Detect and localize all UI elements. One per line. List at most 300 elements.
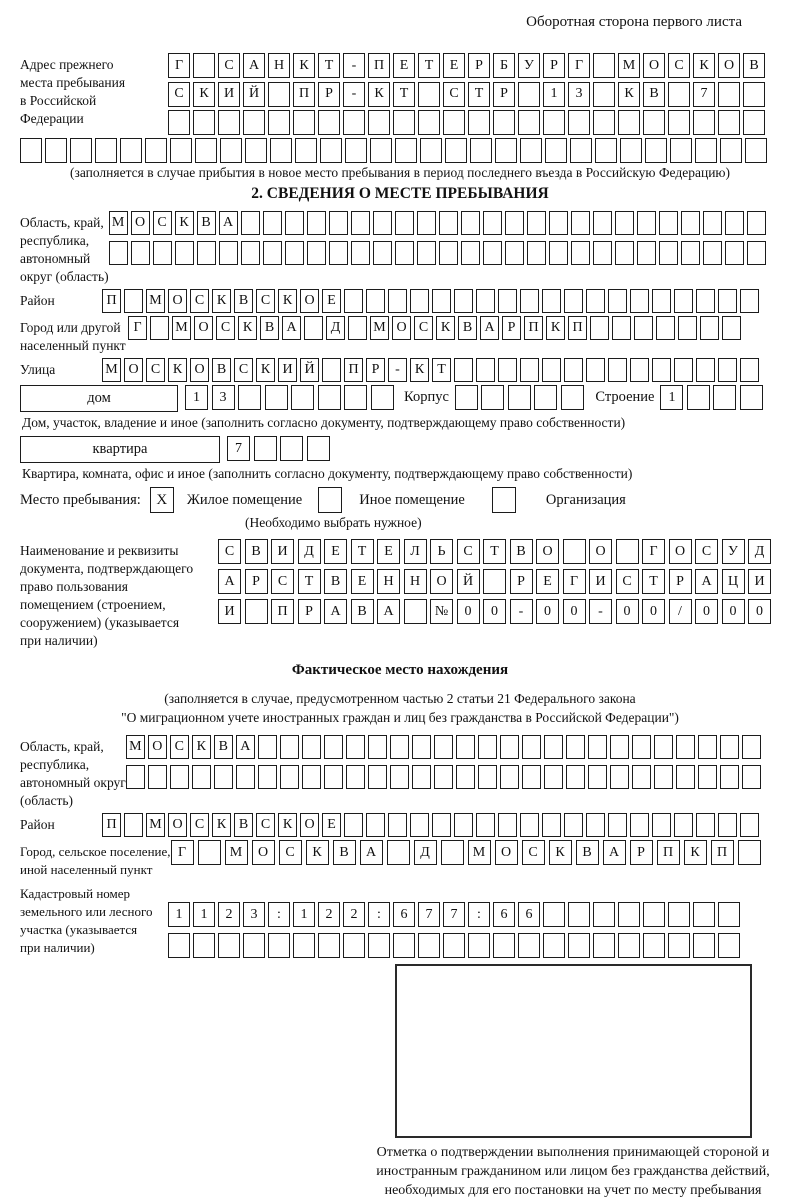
char-cell[interactable]: С: [668, 53, 690, 78]
char-cell[interactable]: [329, 211, 348, 235]
char-cell[interactable]: К: [306, 840, 329, 865]
char-cell[interactable]: [280, 436, 303, 461]
char-cell[interactable]: -: [510, 599, 533, 624]
char-cell[interactable]: С: [522, 840, 545, 865]
char-cell[interactable]: [722, 316, 741, 340]
char-cell[interactable]: [476, 358, 495, 382]
char-cell[interactable]: [698, 765, 717, 789]
char-cell[interactable]: [443, 110, 465, 135]
char-cell[interactable]: 1: [293, 902, 315, 927]
char-cell[interactable]: [634, 316, 653, 340]
char-cell[interactable]: [454, 358, 473, 382]
char-cell[interactable]: К: [193, 82, 215, 107]
char-cell[interactable]: [586, 358, 605, 382]
char-cell[interactable]: [568, 933, 590, 958]
char-cell[interactable]: [676, 765, 695, 789]
char-cell[interactable]: [740, 289, 759, 313]
char-cell[interactable]: [318, 110, 340, 135]
char-cell[interactable]: [395, 241, 414, 265]
char-cell[interactable]: [432, 813, 451, 837]
char-cell[interactable]: С: [256, 813, 275, 837]
char-cell[interactable]: [344, 289, 363, 313]
char-cell[interactable]: Л: [404, 539, 427, 564]
char-cell[interactable]: К: [175, 211, 194, 235]
char-cell[interactable]: С: [279, 840, 302, 865]
char-cell[interactable]: И: [218, 599, 241, 624]
char-cell[interactable]: [495, 138, 517, 163]
char-cell[interactable]: 7: [443, 902, 465, 927]
char-cell[interactable]: [718, 358, 737, 382]
char-cell[interactable]: [417, 241, 436, 265]
char-cell[interactable]: А: [360, 840, 383, 865]
char-cell[interactable]: [518, 933, 540, 958]
char-cell[interactable]: [593, 110, 615, 135]
char-cell[interactable]: В: [260, 316, 279, 340]
char-cell[interactable]: К: [168, 358, 187, 382]
char-cell[interactable]: [346, 765, 365, 789]
char-cell[interactable]: [742, 735, 761, 759]
char-cell[interactable]: [324, 735, 343, 759]
char-cell[interactable]: С: [443, 82, 465, 107]
char-cell[interactable]: [307, 211, 326, 235]
char-cell[interactable]: К: [278, 289, 297, 313]
char-cell[interactable]: [468, 110, 490, 135]
char-cell[interactable]: О: [194, 316, 213, 340]
char-cell[interactable]: [693, 902, 715, 927]
char-cell[interactable]: [498, 813, 517, 837]
char-cell[interactable]: О: [536, 539, 559, 564]
char-cell[interactable]: М: [109, 211, 128, 235]
char-cell[interactable]: [508, 385, 531, 410]
char-cell[interactable]: О: [300, 289, 319, 313]
char-cell[interactable]: П: [102, 289, 121, 313]
char-cell[interactable]: [483, 241, 502, 265]
char-cell[interactable]: [373, 211, 392, 235]
char-cell[interactable]: [439, 211, 458, 235]
char-cell[interactable]: С: [216, 316, 235, 340]
char-cell[interactable]: [520, 289, 539, 313]
char-cell[interactable]: [571, 241, 590, 265]
char-cell[interactable]: [373, 241, 392, 265]
char-cell[interactable]: [718, 902, 740, 927]
char-cell[interactable]: [500, 765, 519, 789]
char-cell[interactable]: [366, 289, 385, 313]
char-cell[interactable]: О: [124, 358, 143, 382]
char-cell[interactable]: А: [219, 211, 238, 235]
char-cell[interactable]: Р: [630, 840, 653, 865]
char-cell[interactable]: М: [618, 53, 640, 78]
char-cell[interactable]: В: [234, 813, 253, 837]
char-cell[interactable]: К: [212, 289, 231, 313]
char-cell[interactable]: [285, 241, 304, 265]
char-cell[interactable]: И: [271, 539, 294, 564]
char-cell[interactable]: :: [368, 902, 390, 927]
char-cell[interactable]: [456, 735, 475, 759]
char-cell[interactable]: [522, 765, 541, 789]
char-cell[interactable]: П: [293, 82, 315, 107]
char-cell[interactable]: [268, 933, 290, 958]
char-cell[interactable]: [720, 735, 739, 759]
char-cell[interactable]: [681, 211, 700, 235]
char-cell[interactable]: [126, 765, 145, 789]
char-cell[interactable]: М: [370, 316, 389, 340]
char-cell[interactable]: П: [102, 813, 121, 837]
char-cell[interactable]: Ь: [430, 539, 453, 564]
char-cell[interactable]: [590, 316, 609, 340]
char-cell[interactable]: [441, 840, 464, 865]
char-cell[interactable]: [493, 110, 515, 135]
char-cell[interactable]: Р: [502, 316, 521, 340]
char-cell[interactable]: [418, 933, 440, 958]
char-cell[interactable]: [700, 316, 719, 340]
char-cell[interactable]: [698, 735, 717, 759]
char-cell[interactable]: [434, 765, 453, 789]
char-cell[interactable]: Ц: [722, 569, 745, 594]
char-cell[interactable]: [561, 385, 584, 410]
char-cell[interactable]: [740, 358, 759, 382]
char-cell[interactable]: К: [693, 53, 715, 78]
char-cell[interactable]: П: [711, 840, 734, 865]
char-cell[interactable]: [720, 138, 742, 163]
char-cell[interactable]: 0: [536, 599, 559, 624]
char-cell[interactable]: [718, 110, 740, 135]
char-cell[interactable]: Д: [298, 539, 321, 564]
char-cell[interactable]: [410, 289, 429, 313]
char-cell[interactable]: [725, 211, 744, 235]
char-cell[interactable]: [718, 82, 740, 107]
char-cell[interactable]: [70, 138, 92, 163]
char-cell[interactable]: Е: [324, 539, 347, 564]
char-cell[interactable]: 0: [642, 599, 665, 624]
char-cell[interactable]: [412, 735, 431, 759]
char-cell[interactable]: [696, 358, 715, 382]
char-cell[interactable]: С: [218, 539, 241, 564]
char-cell[interactable]: Г: [168, 53, 190, 78]
char-cell[interactable]: [670, 138, 692, 163]
char-cell[interactable]: 0: [483, 599, 506, 624]
char-cell[interactable]: [293, 110, 315, 135]
char-cell[interactable]: [150, 316, 169, 340]
char-cell[interactable]: Б: [493, 53, 515, 78]
char-cell[interactable]: [478, 765, 497, 789]
char-cell[interactable]: [652, 289, 671, 313]
char-cell[interactable]: -: [343, 53, 365, 78]
char-cell[interactable]: [418, 82, 440, 107]
char-cell[interactable]: [747, 211, 766, 235]
char-cell[interactable]: [703, 241, 722, 265]
checkbox-organizatsiya[interactable]: [492, 487, 516, 513]
char-cell[interactable]: [520, 358, 539, 382]
char-cell[interactable]: [678, 316, 697, 340]
char-cell[interactable]: [285, 211, 304, 235]
char-cell[interactable]: 2: [218, 902, 240, 927]
char-cell[interactable]: П: [344, 358, 363, 382]
char-cell[interactable]: [20, 138, 42, 163]
char-cell[interactable]: К: [278, 813, 297, 837]
char-cell[interactable]: -: [343, 82, 365, 107]
char-cell[interactable]: В: [245, 539, 268, 564]
char-cell[interactable]: К: [618, 82, 640, 107]
char-cell[interactable]: И: [278, 358, 297, 382]
char-cell[interactable]: Р: [245, 569, 268, 594]
char-cell[interactable]: [674, 358, 693, 382]
char-cell[interactable]: Н: [377, 569, 400, 594]
char-cell[interactable]: [268, 110, 290, 135]
char-cell[interactable]: [220, 138, 242, 163]
char-cell[interactable]: [218, 110, 240, 135]
char-cell[interactable]: П: [657, 840, 680, 865]
char-cell[interactable]: Р: [366, 358, 385, 382]
char-cell[interactable]: О: [643, 53, 665, 78]
char-cell[interactable]: [245, 138, 267, 163]
char-cell[interactable]: [743, 110, 765, 135]
char-cell[interactable]: [632, 735, 651, 759]
char-cell[interactable]: Н: [268, 53, 290, 78]
char-cell[interactable]: 1: [168, 902, 190, 927]
char-cell[interactable]: [439, 241, 458, 265]
char-cell[interactable]: [470, 138, 492, 163]
char-cell[interactable]: [175, 241, 194, 265]
char-cell[interactable]: Е: [322, 813, 341, 837]
char-cell[interactable]: О: [168, 813, 187, 837]
char-cell[interactable]: [747, 241, 766, 265]
char-cell[interactable]: [291, 385, 314, 410]
char-cell[interactable]: [740, 385, 763, 410]
char-cell[interactable]: [687, 385, 710, 410]
char-cell[interactable]: 0: [616, 599, 639, 624]
char-cell[interactable]: Р: [543, 53, 565, 78]
char-cell[interactable]: Т: [318, 53, 340, 78]
char-cell[interactable]: В: [510, 539, 533, 564]
char-cell[interactable]: К: [410, 358, 429, 382]
char-cell[interactable]: [703, 211, 722, 235]
char-cell[interactable]: [387, 840, 410, 865]
char-cell[interactable]: А: [695, 569, 718, 594]
char-cell[interactable]: О: [718, 53, 740, 78]
char-cell[interactable]: М: [225, 840, 248, 865]
char-cell[interactable]: [268, 82, 290, 107]
char-cell[interactable]: [643, 933, 665, 958]
char-cell[interactable]: [236, 765, 255, 789]
char-cell[interactable]: О: [168, 289, 187, 313]
char-cell[interactable]: [302, 765, 321, 789]
char-cell[interactable]: [295, 138, 317, 163]
char-cell[interactable]: [568, 902, 590, 927]
char-cell[interactable]: -: [589, 599, 612, 624]
char-cell[interactable]: [243, 933, 265, 958]
char-cell[interactable]: Т: [393, 82, 415, 107]
char-cell[interactable]: [124, 813, 143, 837]
char-cell[interactable]: Е: [393, 53, 415, 78]
char-cell[interactable]: [542, 813, 561, 837]
char-cell[interactable]: Р: [468, 53, 490, 78]
char-cell[interactable]: [520, 138, 542, 163]
char-cell[interactable]: [443, 933, 465, 958]
char-cell[interactable]: 2: [318, 902, 340, 927]
char-cell[interactable]: [674, 813, 693, 837]
char-cell[interactable]: [412, 765, 431, 789]
char-cell[interactable]: [198, 840, 221, 865]
char-cell[interactable]: [718, 813, 737, 837]
char-cell[interactable]: П: [368, 53, 390, 78]
char-cell[interactable]: В: [576, 840, 599, 865]
char-cell[interactable]: [608, 289, 627, 313]
char-cell[interactable]: [543, 902, 565, 927]
char-cell[interactable]: [148, 765, 167, 789]
char-cell[interactable]: [527, 211, 546, 235]
char-cell[interactable]: [566, 765, 585, 789]
char-cell[interactable]: Т: [468, 82, 490, 107]
char-cell[interactable]: 6: [518, 902, 540, 927]
char-cell[interactable]: В: [214, 735, 233, 759]
char-cell[interactable]: [588, 765, 607, 789]
char-cell[interactable]: [95, 138, 117, 163]
char-cell[interactable]: [656, 316, 675, 340]
char-cell[interactable]: Й: [300, 358, 319, 382]
char-cell[interactable]: В: [234, 289, 253, 313]
char-cell[interactable]: [418, 110, 440, 135]
char-cell[interactable]: [368, 765, 387, 789]
char-cell[interactable]: [718, 933, 740, 958]
char-cell[interactable]: [481, 385, 504, 410]
char-cell[interactable]: [500, 735, 519, 759]
char-cell[interactable]: [645, 138, 667, 163]
char-cell[interactable]: [434, 735, 453, 759]
char-cell[interactable]: С: [190, 289, 209, 313]
char-cell[interactable]: О: [392, 316, 411, 340]
char-cell[interactable]: [545, 138, 567, 163]
char-cell[interactable]: Г: [563, 569, 586, 594]
char-cell[interactable]: [478, 735, 497, 759]
char-cell[interactable]: [718, 289, 737, 313]
char-cell[interactable]: [304, 316, 323, 340]
char-cell[interactable]: Д: [748, 539, 771, 564]
char-cell[interactable]: [612, 316, 631, 340]
char-cell[interactable]: [668, 82, 690, 107]
char-cell[interactable]: [324, 765, 343, 789]
char-cell[interactable]: К: [192, 735, 211, 759]
char-cell[interactable]: [498, 358, 517, 382]
char-cell[interactable]: 0: [722, 599, 745, 624]
char-cell[interactable]: Р: [510, 569, 533, 594]
char-cell[interactable]: [720, 765, 739, 789]
char-cell[interactable]: [193, 933, 215, 958]
char-cell[interactable]: В: [324, 569, 347, 594]
char-cell[interactable]: [245, 599, 268, 624]
char-cell[interactable]: [218, 933, 240, 958]
char-cell[interactable]: [745, 138, 767, 163]
char-cell[interactable]: [476, 813, 495, 837]
char-cell[interactable]: [243, 110, 265, 135]
char-cell[interactable]: [454, 289, 473, 313]
char-cell[interactable]: [522, 735, 541, 759]
char-cell[interactable]: 3: [212, 385, 235, 410]
char-cell[interactable]: [586, 813, 605, 837]
char-cell[interactable]: [740, 813, 759, 837]
char-cell[interactable]: [445, 138, 467, 163]
char-cell[interactable]: [348, 316, 367, 340]
char-cell[interactable]: 7: [693, 82, 715, 107]
char-cell[interactable]: [280, 765, 299, 789]
char-cell[interactable]: Р: [298, 599, 321, 624]
char-cell[interactable]: [258, 765, 277, 789]
char-cell[interactable]: [343, 110, 365, 135]
char-cell[interactable]: :: [468, 902, 490, 927]
char-cell[interactable]: М: [102, 358, 121, 382]
char-cell[interactable]: [395, 138, 417, 163]
char-cell[interactable]: [318, 933, 340, 958]
char-cell[interactable]: У: [518, 53, 540, 78]
char-cell[interactable]: М: [126, 735, 145, 759]
char-cell[interactable]: К: [549, 840, 572, 865]
char-cell[interactable]: Р: [669, 569, 692, 594]
char-cell[interactable]: С: [234, 358, 253, 382]
char-cell[interactable]: Т: [418, 53, 440, 78]
char-cell[interactable]: [632, 765, 651, 789]
char-cell[interactable]: [493, 933, 515, 958]
char-cell[interactable]: [109, 241, 128, 265]
char-cell[interactable]: [713, 385, 736, 410]
char-cell[interactable]: [320, 138, 342, 163]
char-cell[interactable]: [742, 765, 761, 789]
char-cell[interactable]: М: [468, 840, 491, 865]
char-cell[interactable]: [193, 53, 215, 78]
char-cell[interactable]: [293, 933, 315, 958]
char-cell[interactable]: 6: [493, 902, 515, 927]
char-cell[interactable]: [388, 813, 407, 837]
char-cell[interactable]: [593, 933, 615, 958]
char-cell[interactable]: [280, 735, 299, 759]
char-cell[interactable]: [197, 241, 216, 265]
char-cell[interactable]: [693, 110, 715, 135]
char-cell[interactable]: [322, 358, 341, 382]
char-cell[interactable]: [241, 211, 260, 235]
char-cell[interactable]: В: [743, 53, 765, 78]
char-cell[interactable]: [390, 765, 409, 789]
char-cell[interactable]: [564, 289, 583, 313]
char-cell[interactable]: [652, 358, 671, 382]
char-cell[interactable]: [254, 436, 277, 461]
char-cell[interactable]: [593, 82, 615, 107]
char-cell[interactable]: [214, 765, 233, 789]
char-cell[interactable]: [395, 211, 414, 235]
char-cell[interactable]: А: [603, 840, 626, 865]
char-cell[interactable]: [168, 933, 190, 958]
char-cell[interactable]: [145, 138, 167, 163]
char-cell[interactable]: Д: [414, 840, 437, 865]
char-cell[interactable]: 7: [418, 902, 440, 927]
char-cell[interactable]: К: [436, 316, 455, 340]
char-cell[interactable]: И: [589, 569, 612, 594]
char-cell[interactable]: [544, 735, 563, 759]
char-cell[interactable]: С: [153, 211, 172, 235]
char-cell[interactable]: [520, 813, 539, 837]
char-cell[interactable]: О: [190, 358, 209, 382]
char-cell[interactable]: [393, 110, 415, 135]
char-cell[interactable]: [368, 735, 387, 759]
char-cell[interactable]: [468, 933, 490, 958]
char-cell[interactable]: С: [695, 539, 718, 564]
char-cell[interactable]: [659, 211, 678, 235]
char-cell[interactable]: Д: [326, 316, 345, 340]
char-cell[interactable]: [615, 211, 634, 235]
char-cell[interactable]: [654, 735, 673, 759]
char-cell[interactable]: П: [568, 316, 587, 340]
char-cell[interactable]: /: [669, 599, 692, 624]
char-cell[interactable]: [238, 385, 261, 410]
char-cell[interactable]: М: [146, 813, 165, 837]
char-cell[interactable]: [390, 735, 409, 759]
